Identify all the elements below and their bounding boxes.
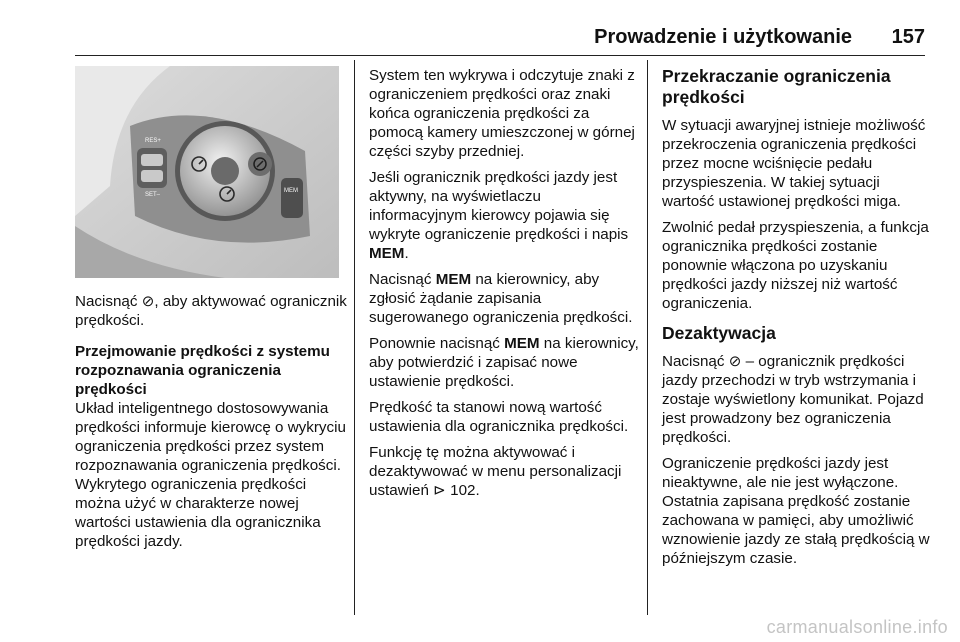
text-run: – ogranicznik prędkości jazdy przechodzi w tryb wstrzymania i zostaje wyświetlony komunikat. Pojazd jest prowadzony bez ograniczenia prędkości. (662, 353, 924, 446)
page-header (0, 0, 960, 58)
header-rule (75, 55, 925, 56)
text-run: Nacisnąć (369, 271, 436, 288)
text-run: Funkcję tę można aktywować i dezaktywować w menu personalizacji ustawień (369, 444, 622, 499)
paragraph (662, 352, 934, 447)
column-divider (354, 60, 355, 615)
text-run: . (404, 245, 409, 262)
page-title: Prowadzenie i użytkowanie (594, 26, 852, 48)
subheading: Przejmowanie prędkości z systemu rozpoznawania ograniczenia prędkości (75, 343, 330, 398)
page-reference-link[interactable]: 102. (445, 482, 480, 499)
section-heading: Dezaktywacja (662, 323, 776, 343)
paragraph (369, 443, 641, 500)
paragraph (369, 334, 641, 391)
res-plus-label: RES+ (145, 138, 161, 144)
mem-label: MEM (284, 188, 298, 194)
text-run: Ponownie nacisnąć (369, 335, 505, 352)
text-run: na kierownicy, aby potwierdzić i zapisać nowe ustawienie prędkości. (369, 335, 639, 390)
steering-wheel-controls-illustration (75, 66, 339, 278)
watermark: carmanualsonline.info (766, 617, 948, 637)
paragraph: Prędkość ta stanowi nową wartość ustawienia dla ogranicznika prędkości. (369, 399, 629, 435)
text-run: Nacisnąć (662, 353, 729, 370)
page-reference-icon: ⊳ (433, 482, 446, 499)
column-1 (75, 292, 347, 558)
paragraph: Ograniczenie prędkości jazdy jest nieaktywne, ale nie jest wyłączone. Ostatnia zapisana prędkość zostanie zachowana w pamięci, aby umożliwić wznowienie jazdy ze stałą prędkością w późniejszym czasie. (662, 455, 930, 567)
paragraph: Zwolnić pedał przyspieszenia, a funkcja ogranicznika prędkości zostanie ponownie włączona po uzyskaniu prędkości jazdy niższej niż wartość ograniczenia. (662, 219, 929, 312)
section-heading: Przekraczanie ograniczenia prędkości (662, 66, 891, 107)
column-3 (662, 66, 934, 575)
speed-limiter-icon: ⊘ (141, 293, 155, 310)
speed-limiter-icon: ⊘ (728, 353, 742, 370)
paragraph: W sytuacji awaryjnej istnieje możliwość przekroczenia ograniczenia prędkości przez mocne wciśnięcie pedału przyspieszenia. W takiej sytuacji wartość ustawionej prędkości miga. (662, 117, 926, 210)
mem-label: MEM (504, 335, 540, 352)
paragraph (369, 168, 641, 263)
mem-label: MEM (369, 245, 405, 262)
text-run: na kierownicy, aby zgłosić żądanie zapisania sugerowanego ograniczenia prędkości. (369, 271, 633, 326)
page-number: 157 (891, 26, 925, 48)
paragraph: System ten wykrywa i odczytuje znaki z ograniczeniem prędkości oraz znaki końca ograniczenia prędkości za pomocą kamery umieszczonej w górnej części szyby przedniej. (369, 67, 635, 160)
paragraph (75, 292, 347, 330)
mem-label: MEM (435, 271, 472, 288)
column-divider (647, 60, 648, 615)
column-2 (369, 66, 641, 507)
text-run: , aby aktywować ogranicznik prędkości. (75, 293, 347, 329)
paragraph: Układ inteligentnego dostosowywania prędkości informuje kierowcę o wykryciu ograniczenia prędkości przez system rozpoznawania ograniczenia prędkości. Wykrytego ograniczenia prędkości można użyć w charakterze nowej wartości ustawienia dla ogranicznika prędkości jazdy. (75, 400, 346, 550)
paragraph (369, 270, 641, 327)
text-run: Jeśli ogranicznik prędkości jazdy jest aktywny, na wyświetlaczu informacyjnym kierowcy pojawia się wykryte ograniczenie prędkości i napis (369, 169, 629, 243)
text-run: Nacisnąć (75, 293, 142, 310)
set-minus-label: SET– (145, 192, 161, 198)
